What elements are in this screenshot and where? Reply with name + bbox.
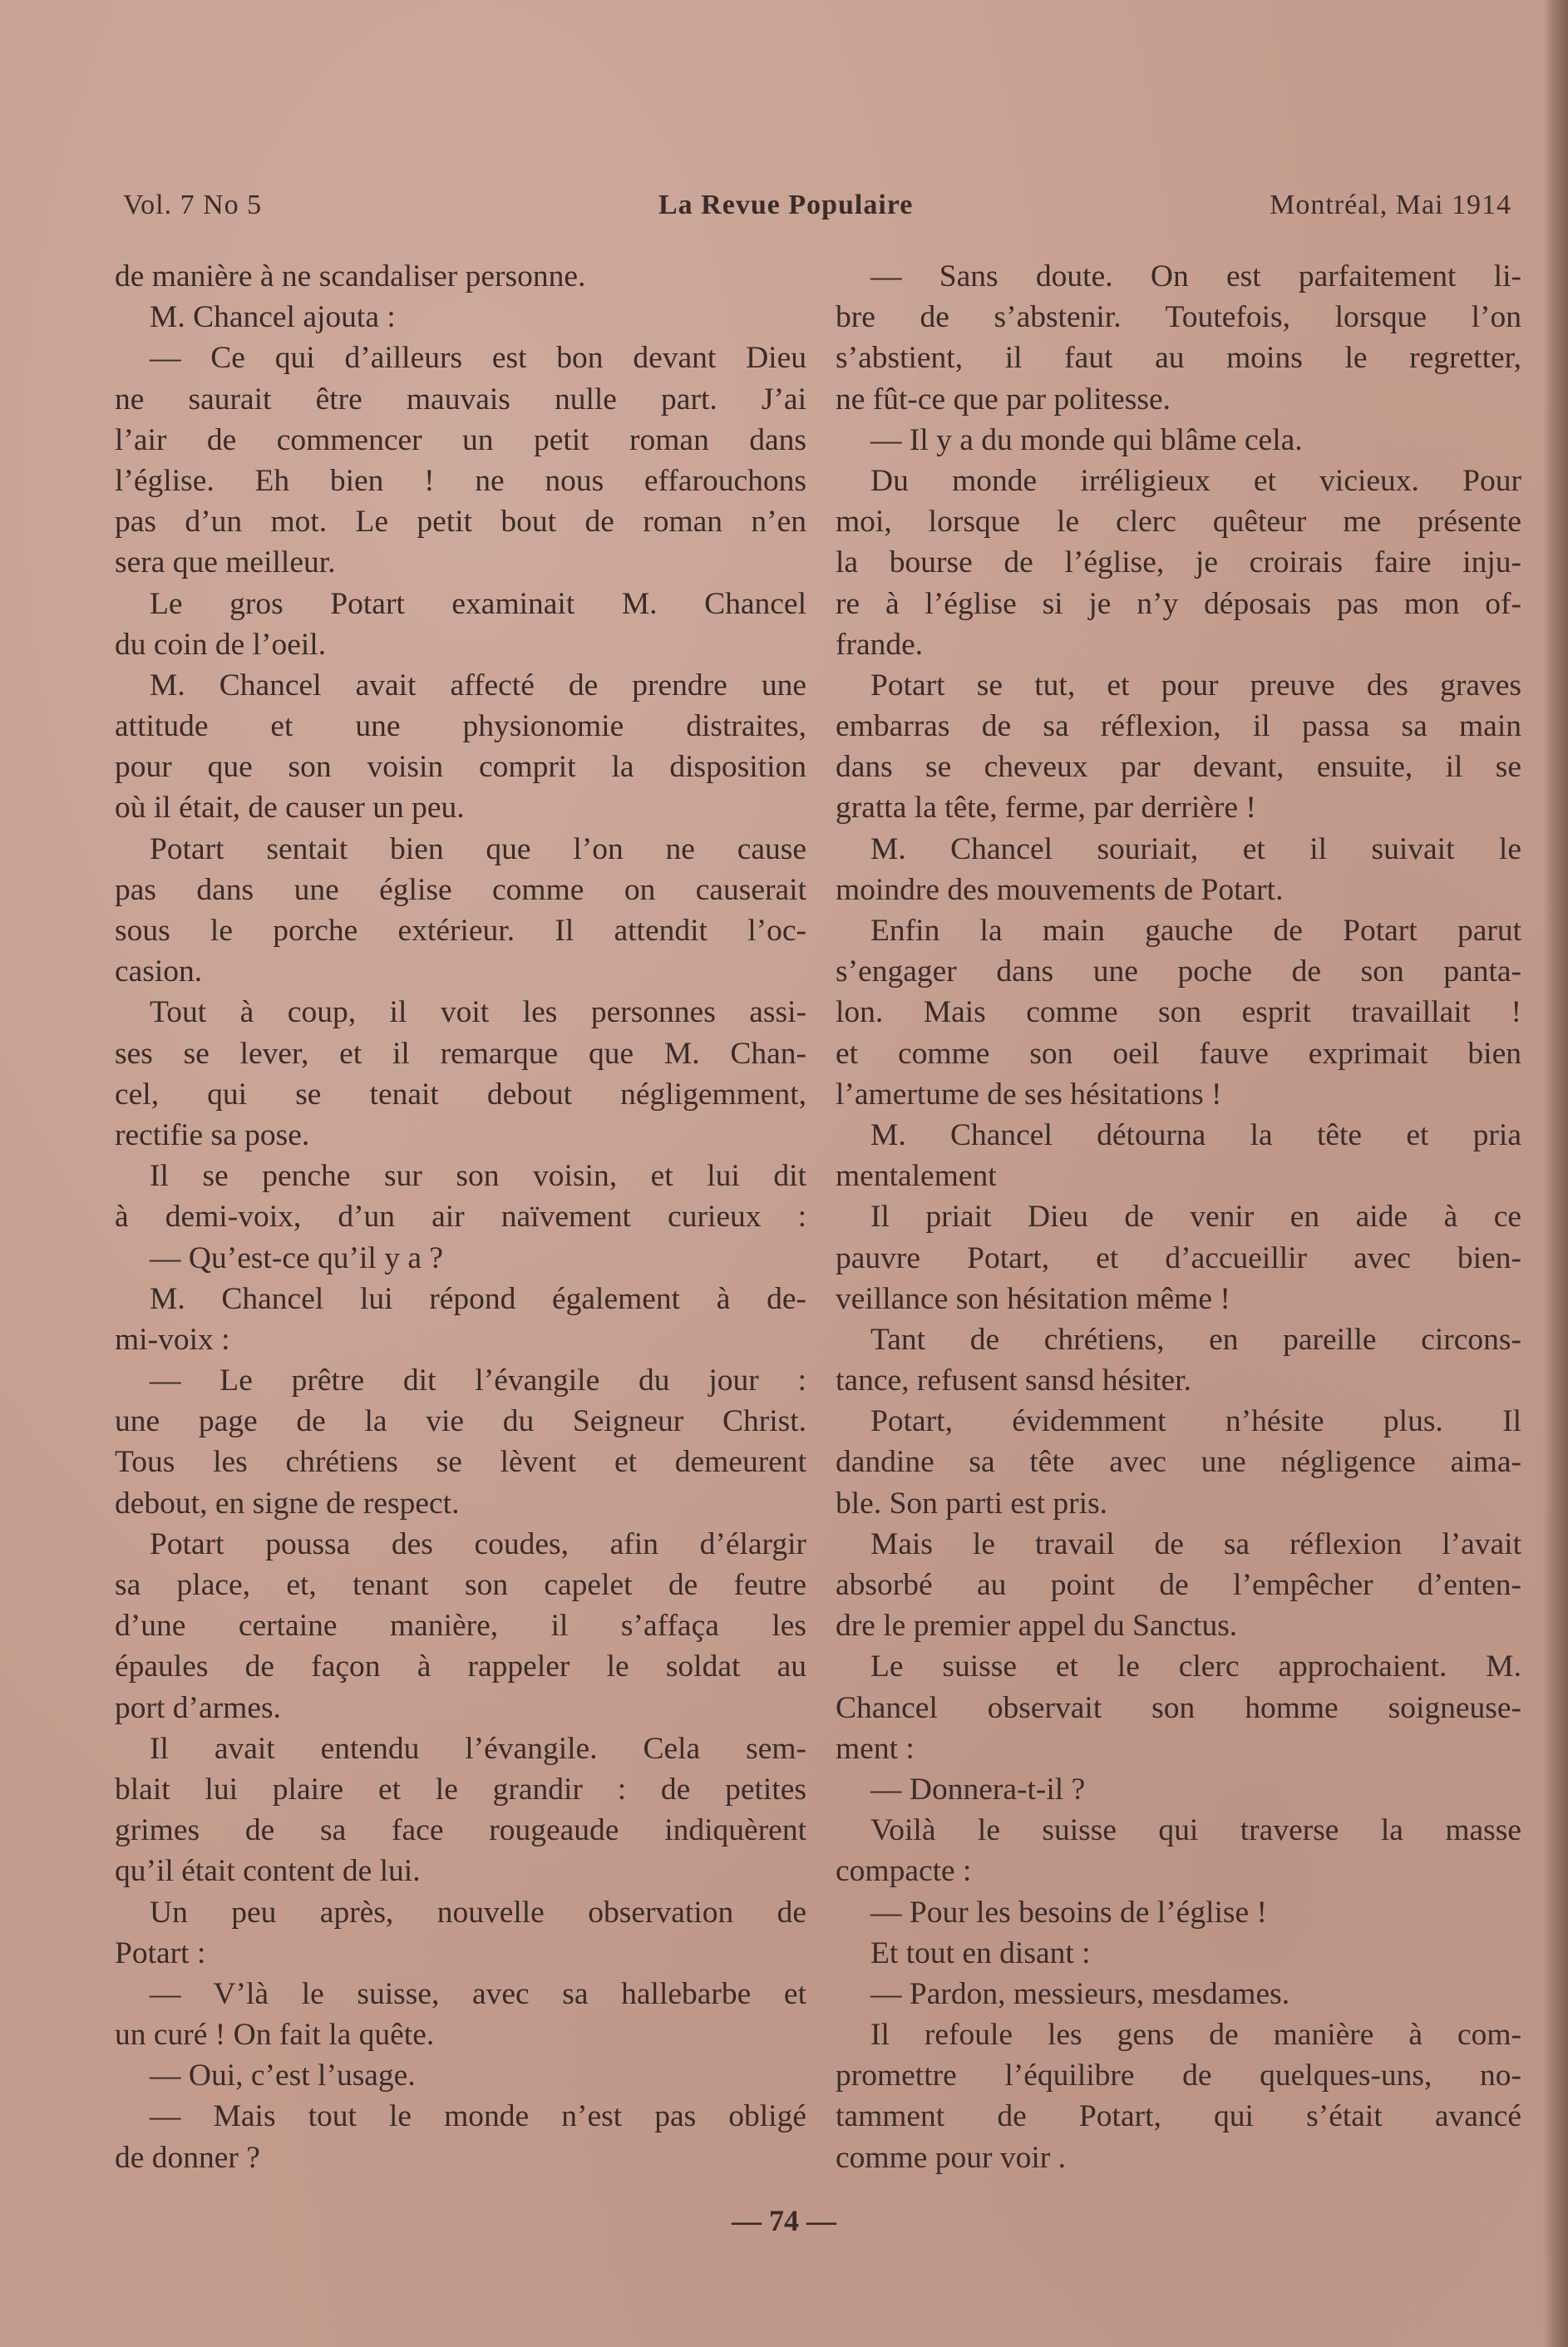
text-line: un curé ! On fait la quête. [115, 2018, 435, 2053]
text-line: lon. Mais comme son esprit travaillait ! [836, 995, 1521, 1030]
text-line: attitude et une physionomie distraites, [115, 709, 806, 744]
text-line: comme pour voir . [836, 2140, 1067, 2175]
text-line: mentalement [836, 1159, 997, 1194]
text-line: Le suisse et le clerc approchaient. M. [870, 1649, 1521, 1684]
text-line: — Le prêtre dit l’évangile du jour : [150, 1363, 806, 1398]
text-line: — V’là le suisse, avec sa hallebarbe et [150, 1976, 806, 2011]
text-line: d’une certaine manière, il s’affaça les [115, 1609, 806, 1644]
text-line: la bourse de l’église, je croirais faire inju- [836, 545, 1521, 580]
text-line: debout, en signe de respect. [115, 1486, 460, 1521]
text-line: — Sans doute. On est parfaitement li- [870, 259, 1521, 293]
text-line: frande. [836, 627, 924, 662]
text-line: du coin de l’oeil. [115, 627, 327, 662]
text-line: sera que meilleur. [115, 545, 336, 580]
text-line: port d’armes. [115, 1690, 281, 1725]
text-line: ne fût-ce que par politesse. [836, 382, 1171, 417]
text-line: Potart sentait bien que l’on ne cause [150, 831, 806, 866]
text-line: pour que son voisin comprit la disposition [115, 750, 806, 785]
text-line: moindre des mouvements de Potart. [836, 872, 1284, 907]
text-line: dandine sa tête avec une négligence aima- [836, 1445, 1521, 1480]
text-line: — Pardon, messieurs, mesdames. [870, 1976, 1290, 2011]
text-line: tance, refusent sansd hésiter. [836, 1363, 1191, 1398]
text-line: ne saurait être mauvais nulle part. J’ai [115, 382, 806, 417]
text-line: une page de la vie du Seigneur Christ. [115, 1404, 806, 1439]
page-edge-shadow [1543, 0, 1568, 2347]
publication-title: La Revue Populaire [658, 190, 914, 220]
text-line: de donner ? [115, 2140, 260, 2175]
text-line: l’amertume de ses hésitations ! [836, 1077, 1222, 1112]
text-line: veillance son hésitation même ! [836, 1281, 1230, 1316]
text-line: Potart : [115, 1935, 206, 1970]
text-line: pauvre Potart, et d’accueillir avec bien- [836, 1240, 1521, 1275]
text-line: embarras de sa réflexion, il passa sa main [836, 709, 1521, 744]
text-line: ment : [836, 1731, 915, 1766]
text-line: Potart poussa des coudes, afin d’élargir [150, 1526, 806, 1561]
text-line: promettre l’équilibre de quelques-uns, no- [836, 2059, 1521, 2093]
volume-number: Vol. 7 No 5 [123, 190, 263, 220]
text-line: s’abstient, il faut au moins le regretter, [836, 341, 1521, 376]
text-line: moi, lorsque le clerc quêteur me présente [836, 505, 1521, 540]
text-line: M. Chancel avait affecté de prendre une [150, 668, 806, 703]
text-line: Il refoule les gens de manière à com- [870, 2018, 1521, 2053]
text-line: Tous les chrétiens se lèvent et demeurent [115, 1445, 806, 1480]
text-line: — Donnera-t-il ? [870, 1772, 1086, 1807]
text-line: s’engager dans une poche de son panta- [836, 954, 1521, 989]
text-line: à demi-voix, d’un air naïvement curieux : [115, 1200, 806, 1235]
text-line: Mais le travail de sa réflexion l’avait [870, 1526, 1521, 1561]
text-line: Tout à coup, il voit les personnes assi- [150, 995, 806, 1030]
text-line: l’air de commencer un petit roman dans [115, 422, 806, 457]
text-line: — Qu’est-ce qu’il y a ? [150, 1240, 443, 1275]
text-line: sous le porche extérieur. Il attendit l’oc- [115, 914, 806, 948]
text-line: Du monde irréligieux et vicieux. Pour [870, 463, 1521, 498]
text-line: mi-voix : [115, 1322, 230, 1357]
text-line: Potart se tut, et pour preuve des graves [870, 668, 1521, 703]
text-line: sa place, et, tenant son capelet de feutre [115, 1568, 806, 1602]
text-line: Voilà le suisse qui traverse la masse [870, 1813, 1521, 1848]
text-line: de manière à ne scandaliser personne. [115, 259, 586, 293]
text-line: gratta la tête, ferme, par derrière ! [836, 791, 1256, 826]
text-line: dans se cheveux par devant, ensuite, il se [836, 750, 1521, 785]
text-line: Chancel observait son homme soigneuse- [836, 1690, 1521, 1725]
text-line: qu’il était content de lui. [115, 1854, 421, 1889]
text-line: Tant de chrétiens, en pareille circons- [870, 1322, 1521, 1357]
text-line: Un peu après, nouvelle observation de [150, 1895, 806, 1930]
text-line: absorbé au point de l’empêcher d’enten- [836, 1568, 1521, 1602]
text-line: Il avait entendu l’évangile. Cela sem- [150, 1731, 806, 1766]
text-line: l’église. Eh bien ! ne nous effarouchons [115, 463, 806, 498]
text-line: Et tout en disant : [870, 1935, 1091, 1970]
text-line: ble. Son parti est pris. [836, 1486, 1108, 1521]
running-header [123, 190, 1511, 226]
text-line: Le gros Potart examinait M. Chancel [150, 586, 806, 621]
text-line: grimes de sa face rougeaude indiquèrent [115, 1813, 806, 1848]
text-line: re à l’église si je n’y déposais pas mon of- [836, 586, 1521, 621]
text-line: rectifie sa pose. [115, 1117, 310, 1152]
text-line: épaules de façon à rappeler le soldat au [115, 1649, 806, 1684]
text-line: cel, qui se tenait debout négligemment, [115, 1077, 806, 1112]
text-line: blait lui plaire et le grandir : de petites [115, 1772, 806, 1807]
text-line: M. Chancel détourna la tête et pria [870, 1117, 1521, 1152]
text-line: où il était, de causer un peu. [115, 791, 465, 826]
issue-date: Montréal, Mai 1914 [1270, 190, 1511, 220]
text-line: M. Chancel souriait, et il suivait le [870, 831, 1521, 866]
text-line: Enfin la main gauche de Potart parut [870, 914, 1521, 948]
text-line: et comme son oeil fauve exprimait bien [836, 1036, 1521, 1071]
text-line: Il priait Dieu de venir en aide à ce [870, 1200, 1521, 1235]
text-line: pas dans une église comme on causerait [115, 872, 806, 907]
text-line: dre le premier appel du Sanctus. [836, 1609, 1238, 1644]
text-line: bre de s’abstenir. Toutefois, lorsque l’on [836, 300, 1521, 335]
page-number: — 74 — [732, 2204, 836, 2237]
text-line: pas d’un mot. Le petit bout de roman n’en [115, 505, 806, 540]
text-line: — Pour les besoins de l’église ! [870, 1895, 1268, 1930]
text-line: — Il y a du monde qui blâme cela. [870, 422, 1303, 457]
text-line: — Mais tout le monde n’est pas obligé [150, 2099, 806, 2134]
text-line: M. Chancel lui répond également à de- [150, 1281, 806, 1316]
left-text-column [115, 256, 806, 2178]
text-line: — Oui, c’est l’usage. [150, 2059, 416, 2093]
text-line: ses se lever, et il remarque que M. Chan- [115, 1036, 806, 1071]
text-line: M. Chancel ajouta : [150, 300, 396, 335]
text-line: Il se penche sur son voisin, et lui dit [150, 1159, 806, 1194]
text-line: — Ce qui d’ailleurs est bon devant Dieu [150, 341, 806, 376]
right-text-column [836, 256, 1521, 2178]
text-line: Potart, évidemment n’hésite plus. Il [870, 1404, 1521, 1439]
text-line: compacte : [836, 1854, 972, 1889]
text-line: tamment de Potart, qui s’était avancé [836, 2099, 1521, 2134]
text-line: casion. [115, 954, 203, 989]
